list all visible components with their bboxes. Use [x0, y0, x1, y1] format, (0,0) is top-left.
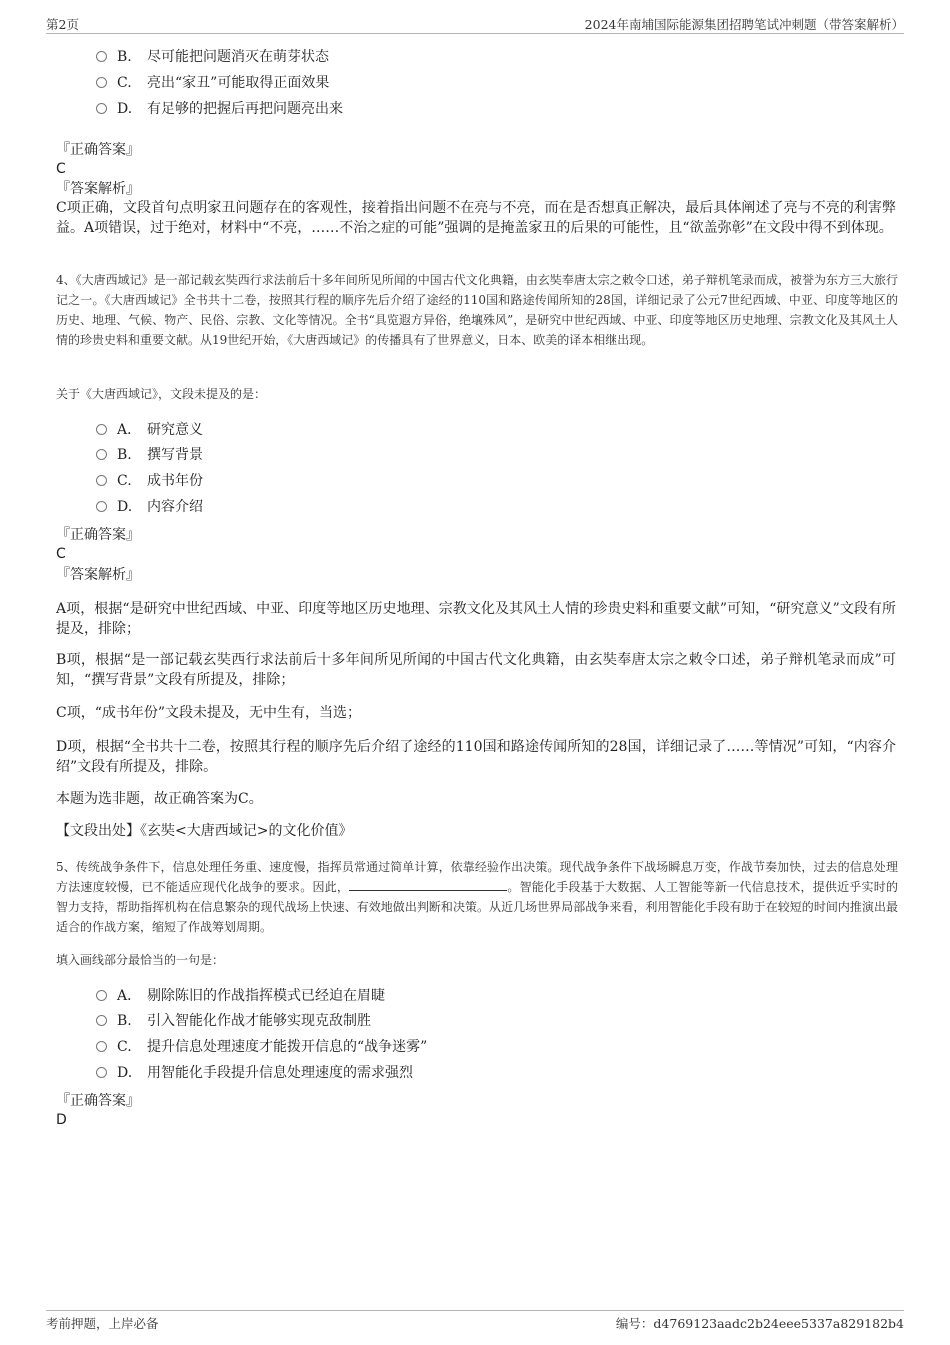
q3-answer: C	[56, 161, 66, 177]
footer-code: 编号：d4769123aadc2b24eee5337a829182b4	[615, 1316, 904, 1331]
q4-analysis-label: 『答案解析』	[56, 567, 140, 583]
radio-icon[interactable]	[96, 424, 107, 435]
q3-answer-label: 『正确答案』	[56, 142, 140, 158]
q3-option-d[interactable]: D. 有足够的把握后再把问题亮出来	[96, 99, 343, 119]
q4-option-a[interactable]: A． 研究意义	[96, 420, 203, 440]
q4-option-b[interactable]: B. 撰写背景	[96, 445, 203, 465]
q4-answer-label: 『正确答案』	[56, 527, 140, 543]
q5-question: 填入画线部分最恰当的一句是：	[56, 953, 225, 967]
q5-option-c[interactable]: C. 提升信息处理速度才能拨开信息的“战争迷雾”	[96, 1037, 427, 1057]
q3-option-c[interactable]: C. 亮出“家丑”可能取得正面效果	[96, 73, 329, 93]
radio-icon[interactable]	[96, 51, 107, 62]
radio-icon[interactable]	[96, 501, 107, 512]
radio-icon[interactable]	[96, 1015, 107, 1026]
radio-icon[interactable]	[96, 475, 107, 486]
radio-icon[interactable]	[96, 1041, 107, 1052]
radio-icon[interactable]	[96, 990, 107, 1001]
document-title: 2024年南埔国际能源集团招聘笔试冲刺题（带答案解析）	[584, 17, 904, 32]
page-footer	[46, 1310, 904, 1332]
page-header	[46, 14, 904, 34]
q4-option-d[interactable]: D. 内容介绍	[96, 497, 203, 517]
q4-analysis-c: C项，“成书年份”文段未提及，无中生有，当选；	[56, 705, 362, 721]
q5-option-a[interactable]: A． 剔除陈旧的作战指挥模式已经迫在眉睫	[96, 986, 385, 1006]
q5-stem: 5、传统战争条件下，信息处理任务重、速度慢，指挥员常通过简单计算，依靠经验作出决策。现代战争条件下战场瞬息万变，作战节奏加快，过去的信息处理方法速度较慢，已不能适应现代化战争的要求。因此， 。智能化手段基于大数据、人工智能等新一代信息技术，提供近乎实时的智力支持，帮助指挥机构在信息繁杂的现代战场上快速、有效地做出判断和决策。从近几场世界局部战争来看，利用智能化手段有助于在较短的时间内推演出最适合的作战方案，缩短了作战筹划周期。	[56, 860, 898, 934]
q5-option-b[interactable]: B. 引入智能化作战才能够实现克敌制胜	[96, 1011, 371, 1031]
radio-icon[interactable]	[96, 1067, 107, 1078]
q4-stem: 4、《大唐西域记》是一部记载玄奘西行求法前后十多年间所见所闻的中国古代文化典籍，由玄奘奉唐太宗之敕令口述，弟子辩机笔录而成，被誉为东方三大旅行记之一。《大唐西域记》全书共十二卷，按照其行程的顺序先后介绍了途经的110国和路途传闻所知的28国，详细记录了公元7世纪西域、中亚、印度等地区的历史、地理、气候、物产、民俗、宗教、文化等情况。全书“具览遐方异俗，绝壤殊风”，是研究中世纪西域、中亚、印度等地区历史地理、宗教文化及其风土人情的珍贵史料和重要文献。从19世纪开始，《大唐西域记》的传播具有了世界意义，日本、欧美的译本相继出现。	[56, 273, 898, 347]
q3-option-b[interactable]: B. 尽可能把问题消灭在萌芽状态	[96, 47, 329, 67]
radio-icon[interactable]	[96, 103, 107, 114]
q4-source: 【文段出处】《玄奘<大唐西域记>的文化价值》	[56, 823, 353, 839]
q4-answer: C	[56, 546, 66, 562]
q4-conclusion: 本题为选非题，故正确答案为C。	[56, 791, 263, 807]
q3-analysis: C项正确，文段首句点明家丑问题存在的客观性，接着指出问题不在亮与不亮，而在是否想真正解决，最后具体阐述了亮与不亮的利害弊益。A项错误，过于绝对，材料中“不亮，……不治之症的可能”强调的是掩盖家丑的后果的可能性，且“欲盖弥彰”在文段中得不到体现。	[56, 200, 896, 236]
q5-answer: D	[56, 1112, 67, 1128]
footer-slogan: 考前押题，上岸必备	[46, 1316, 159, 1331]
q5-answer-label: 『正确答案』	[56, 1093, 140, 1109]
radio-icon[interactable]	[96, 449, 107, 460]
q3-analysis-label: 『答案解析』	[56, 181, 140, 197]
q4-option-c[interactable]: C. 成书年份	[96, 471, 203, 491]
q4-analysis-a: A项，根据“是研究中世纪西域、中亚、印度等地区历史地理、宗教文化及其风土人情的珍贵史料和重要文献”可知，“研究意义”文段有所提及，排除；	[56, 601, 896, 637]
q5-option-d[interactable]: D. 用智能化手段提升信息处理速度的需求强烈	[96, 1063, 413, 1083]
q4-analysis-d: D项，根据“全书共十二卷，按照其行程的顺序先后介绍了途经的110国和路途传闻所知的28国，详细记录了……等情况”可知，“内容介绍”文段有所提及，排除。	[56, 739, 896, 775]
page-number: 第2页	[46, 17, 79, 32]
q4-question: 关于《大唐西域记》，文段未提及的是：	[56, 387, 267, 401]
fill-blank-line	[349, 879, 507, 891]
radio-icon[interactable]	[96, 77, 107, 88]
q4-analysis-b: B项，根据“是一部记载玄奘西行求法前后十多年间所见所闻的中国古代文化典籍，由玄奘奉唐太宗之敕令口述，弟子辩机笔录而成”可知，“撰写背景”文段有所提及，排除；	[56, 652, 896, 688]
